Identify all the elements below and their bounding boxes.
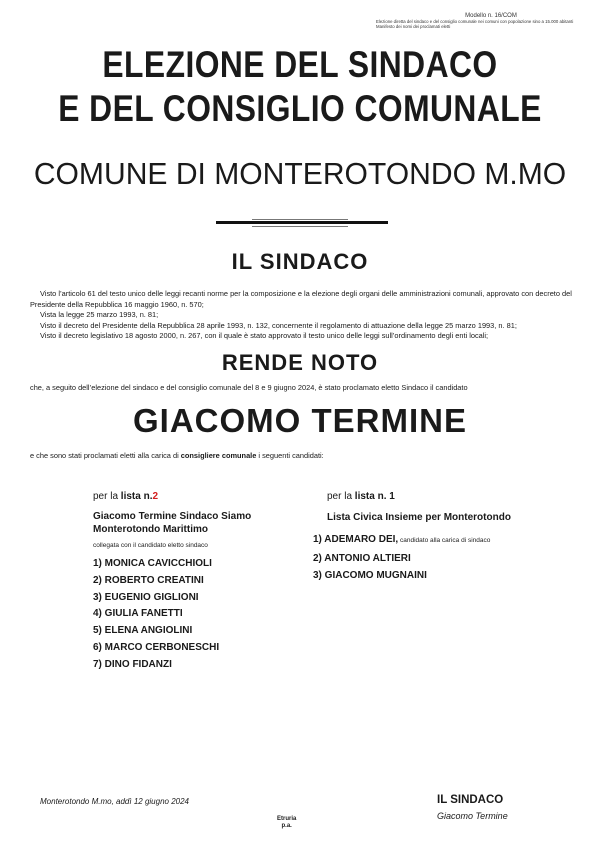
divider bbox=[216, 221, 388, 224]
per-la-label: per la bbox=[93, 491, 121, 502]
preamble-line: Visto il decreto legislativo 18 agosto 2000, n. 267, con il quale è stato approvato il testo unico delle leggi sull’ordinamento degli enti locali; bbox=[40, 331, 489, 341]
councillors-intro-bold: consigliere comunale bbox=[180, 451, 257, 460]
printer-logo bbox=[277, 816, 296, 830]
proclamation-text: che, a seguito dell’elezione del sindaco e del consiglio comunale del 8 e 9 giugno 2024, è stato proclamato eletto Sindaco il candidato bbox=[30, 383, 468, 392]
candidate: 3) EUGENIO GIGLIONI bbox=[93, 591, 199, 603]
list-number: n. 1 bbox=[374, 491, 395, 502]
logo-line-1: Etruria bbox=[277, 816, 297, 822]
candidate-note: candidato alla carica di sindaco bbox=[398, 537, 491, 544]
councillors-intro-prefix: e che sono stati proclamati eletti alla carica di bbox=[30, 451, 181, 460]
preamble-line: Visto l’articolo 61 del testo unico delle leggi recanti norme per la composizione e la elezione degli organi delle amministrazioni comunali, approvato con decreto del Presidente della Repubblica 16 maggio 1960, n. 570; bbox=[30, 289, 572, 309]
list-1-name: Lista Civica Insieme per Monterotondo bbox=[327, 512, 511, 523]
list-1-header bbox=[313, 491, 573, 502]
list-1-first-candidate-row bbox=[313, 532, 573, 549]
candidate: 7) DINO FIDANZI bbox=[93, 658, 172, 670]
candidate: 5) ELENA ANGIOLINI bbox=[93, 625, 193, 637]
list-1-block bbox=[313, 491, 573, 584]
divider-bottom bbox=[252, 226, 348, 227]
list-2-collegata: collegata con il candidato eletto sindaco bbox=[93, 542, 208, 549]
place-date: Monterotondo M.mo, addì 12 giugno 2024 bbox=[40, 797, 189, 806]
model-reference bbox=[376, 14, 576, 29]
list-2-name-line-2: Monterotondo Marittimo bbox=[93, 524, 208, 535]
candidate: 1) MONICA CAVICCHIOLI bbox=[93, 558, 212, 569]
logo-line-2: p.a. bbox=[281, 823, 292, 829]
per-la-label: per la bbox=[327, 491, 355, 502]
list-number: 2 bbox=[152, 491, 159, 502]
list-2-header bbox=[93, 491, 303, 502]
il-sindaco-heading: IL SINDACO bbox=[231, 249, 369, 274]
elected-mayor-name: GIACOMO TERMINE bbox=[133, 402, 467, 439]
lista-word: lista n. bbox=[120, 491, 153, 502]
preamble-line: Vista la legge 25 marzo 1993, n. 81; bbox=[40, 310, 159, 320]
candidate: 2) ANTONIO ALTIERI bbox=[313, 552, 411, 564]
councillors-intro-suffix: i seguenti candidati: bbox=[256, 451, 324, 460]
councillors-intro bbox=[30, 451, 575, 460]
preamble-line: Visto il decreto del Presidente della Repubblica 28 aprile 1993, n. 132, concernente il regolamento di attuazione della legge 25 marzo 1993, n. 81; bbox=[40, 320, 517, 330]
candidate: 3) GIACOMO MUGNAINI bbox=[313, 569, 427, 581]
candidate: 4) GIULIA FANETTI bbox=[93, 608, 183, 620]
model-description-2: Manifesto dei nomi dei proclamati eletti bbox=[376, 24, 451, 29]
list-2-candidates bbox=[93, 556, 303, 674]
signature-title: IL SINDACO bbox=[437, 794, 504, 806]
main-title-line-1: ELEZIONE DEL SINDACO bbox=[102, 44, 498, 85]
signature-name: Giacomo Termine bbox=[437, 811, 508, 821]
main-title-line-2: E DEL CONSIGLIO COMUNALE bbox=[58, 88, 542, 129]
model-description-1: Elezione diretta del sindaco e del consiglio comunale nei comuni con popolazione sino a 15.000 abitanti bbox=[376, 19, 574, 24]
list-1-candidates bbox=[313, 551, 573, 585]
preamble bbox=[30, 289, 575, 342]
model-number: Modello n. 16/COM bbox=[465, 13, 517, 19]
list-2-name-line-1: Giacomo Termine Sindaco Siamo bbox=[93, 511, 252, 522]
candidate: 6) MARCO CERBONESCHI bbox=[93, 641, 220, 653]
divider-top bbox=[252, 219, 348, 220]
list-2-block bbox=[93, 491, 303, 674]
candidate: 1) ADEMARO DEI, bbox=[313, 534, 399, 545]
lista-word: lista bbox=[354, 491, 375, 502]
candidate: 2) ROBERTO CREATINI bbox=[93, 574, 204, 586]
comune-name: COMUNE DI MONTEROTONDO M.MO bbox=[33, 156, 567, 191]
rende-noto-heading: RENDE NOTO bbox=[221, 350, 379, 375]
